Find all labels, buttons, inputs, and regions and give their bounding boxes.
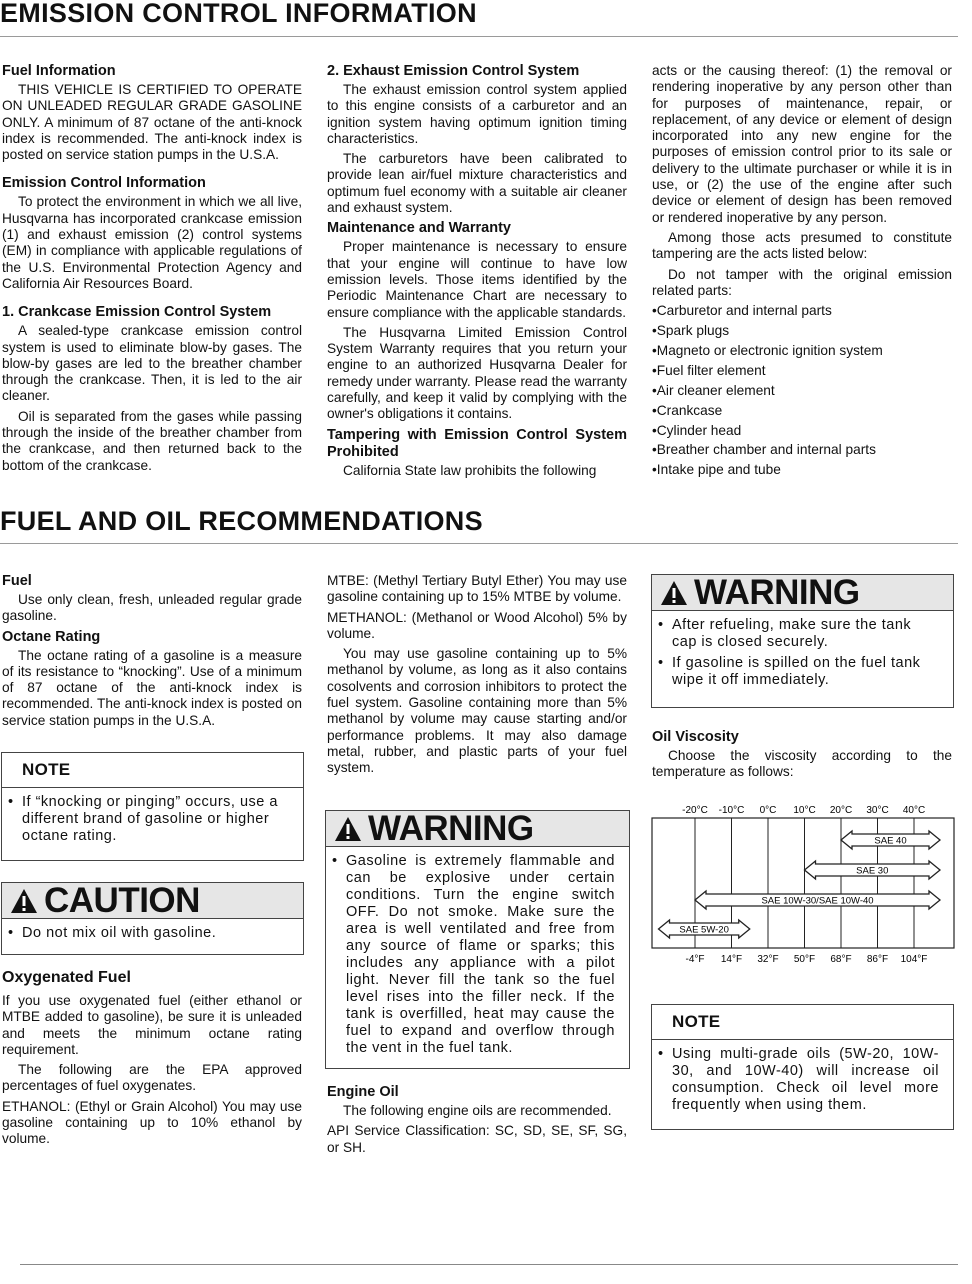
do-not-tamper-text: Do not tamper with the original emission related parts: [652, 266, 952, 298]
list-item: • After refueling, make sure the tank cap is closed securely. [658, 617, 939, 651]
oxygenated-fuel-text: If you use oxygenated fuel (either ethanol or MTBE added to gasoline), be sure it is unleaded and meets the minimum octane rating requirement. [2, 993, 302, 1057]
celsius-tick-label: 20°C [829, 805, 853, 816]
fahrenheit-tick-label: 104°F [900, 954, 928, 965]
fahrenheit-tick-label: 14°F [720, 954, 743, 965]
mtbe-text: MTBE: (Methyl Tertiary Butyl Ether) You may use gasoline containing up to 15% MTBE by volume. [327, 573, 627, 605]
fahrenheit-tick-label: 68°F [830, 954, 852, 965]
engine-oil-text: The following engine oils are recommended. [343, 1103, 612, 1118]
list-item: • If gasoline is spilled on the fuel tank wipe it off immediately. [658, 655, 939, 689]
note-list [652, 1040, 953, 1120]
note-box-header [652, 1005, 953, 1040]
list-item: • Breather chamber and internal parts [652, 442, 952, 458]
api-classification-text: API Service Classification: SC, SD, SE, SF, SG, or SH. [327, 1123, 627, 1155]
warning-list [326, 847, 629, 1063]
octane-text: The octane rating of a gasoline is a measure of its resistance to “knocking”. Use of a minimum of 87 octane of the anti-knock index is recommended. The anti-knock index is posted on service station pumps in the U.S.A. [2, 647, 302, 728]
celsius-tick-label: -20°C [682, 805, 708, 816]
celsius-tick-label: 40°C [902, 805, 926, 816]
fahrenheit-tick-label: 32°F [757, 954, 779, 965]
warning-label: WARNING [368, 809, 534, 848]
exhaust-text-1: The exhaust emission control system applied to this engine consists of a carburetor and an ignition system having optimum ignition timing characteristics. [327, 82, 627, 146]
warning-box-refueling [651, 574, 954, 708]
maintenance-text-2: The Husqvarna Limited Emission Control System Warranty requires that you return your engine to an authorized Husqvarna Dealer for remedy under warranty. Please read the warranty carefully, and keep it valid by complying with the owner's obligations it contains. [327, 324, 627, 422]
list-item: • Air cleaner element [652, 383, 952, 399]
crankcase-heading: 1. Crankcase Emission Control System [2, 304, 272, 321]
tampering-text: California State law prohibits the following [343, 462, 597, 478]
emission-parts-list [652, 303, 952, 478]
fuel-oil-column-2 [327, 573, 627, 781]
ethanol-text: ETHANOL: (Ethyl or Grain Alcohol) You may use gasoline containing up to 10% ethanol by volume. [2, 1098, 302, 1147]
footer-rule [20, 1264, 958, 1265]
warning-box-header [652, 575, 953, 611]
list-item: • Gasoline is extremely flammable and can be explosive under certain conditions. Turn the engine switch OFF. Do not smoke. Make sure the area is well ventilated and free from any source of flame or sparks; this includes any appliance with a pilot light. Never fill the tank so the fuel level rises into the filler neck. If the tank is overfilled, heat may cause the fuel to expand and overflow through the vent in the fuel tank. [332, 853, 615, 1057]
octane-heading: Octane Rating [2, 628, 101, 645]
list-item: • Cylinder head [652, 423, 952, 439]
fuel-text: Use only clean, fresh, unleaded regular grade gasoline. [2, 592, 302, 624]
fuel-oil-column-3 [652, 729, 952, 785]
viscosity-range-label: SAE 40 [874, 835, 907, 847]
prohibited-acts-text: acts or the causing thereof: (1) the removal or rendering inoperative by any person other than for purposes of maintenance, repair, or replacement, of any device or element of design incorporated into any new engine for the purposes of emission control prior to its sale or delivery to the ultimate purchaser or while it is in use, or (2) the use of the engine after such device or element of design has been removed or rendered inoperative by any person. [652, 63, 952, 225]
warning-triangle-icon [334, 816, 362, 842]
caution-box [1, 882, 304, 955]
list-item: • If “knocking or pinging” occurs, use a different brand of gasoline or higher octane rating. [8, 794, 289, 845]
crankcase-text-1: A sealed-type crankcase emission control system is used to eliminate blow-by gases. The blow-by gases are led to the breather chamber through the crankcase. Then, it is led to the air cleaner. [2, 323, 302, 404]
emission-section-title: EMISSION CONTROL INFORMATION [0, 0, 477, 28]
note-box-header [2, 753, 303, 788]
maintenance-text-1: Proper maintenance is necessary to ensure that your engine will continue to have low emission levels. Those items identified by the Periodic Maintenance Chart are necessary to ensure compliance with the applicable standards. [327, 239, 627, 320]
methanol-text: METHANOL: (Methanol or Wood Alcohol) 5% by volume. [327, 609, 627, 641]
warning-list [652, 611, 953, 695]
caution-list [2, 919, 303, 948]
fahrenheit-tick-label: 86°F [866, 954, 889, 965]
list-item: • Using multi-grade oils (5W-20, 10W-30, and 10W-40) will increase oil consumption. Check oil level more frequently when using them. [658, 1046, 939, 1114]
methanol-detail-text: You may use gasoline containing up to 5% methanol by volume, as long as it also contains cosolvents and corrosion inhibitors to protect the fuel system. Gasoline containing more than 5% methanol by volume may cause starting and/or performance problems. It may also damage metal, rubber, and plastic parts of your fuel system. [327, 646, 627, 776]
epa-approved-text: The following are the EPA approved percentages of fuel oxygenates. [2, 1062, 302, 1094]
warning-triangle-icon [660, 580, 688, 606]
warning-box-header [326, 811, 629, 847]
emission-control-text: To protect the environment in which we all live, Husqvarna has incorporated crankcase emission (1) and exhaust emission (2) control systems (EM) in compliance with applicable regulations of the U.S. Environmental Protection Agency and California Air Resources Board. [2, 194, 302, 291]
exhaust-heading: 2. Exhaust Emission Control System [327, 63, 580, 79]
fuel-information-text: THIS VEHICLE IS CERTIFIED TO OPERATE ON UNLEADED REGULAR GRADE GASOLINE ONLY. A minimum of 87 octane of the anti-knock index is recommended. The anti-knock index is posted on service station pumps in the U.S.A. [2, 82, 302, 163]
emission-column-2 [327, 63, 627, 483]
list-item: • Magneto or electronic ignition system [652, 343, 952, 359]
warning-triangle-icon [10, 888, 38, 914]
fuel-heading: Fuel [2, 573, 32, 589]
caution-label: CAUTION [44, 881, 200, 920]
viscosity-range-label: SAE 30 [856, 865, 889, 877]
note-label: NOTE [672, 1012, 721, 1031]
warning-label: WARNING [694, 573, 860, 612]
maintenance-heading: Maintenance and Warranty [327, 220, 511, 237]
list-item: • Crankcase [652, 403, 952, 419]
list-item: • Fuel filter element [652, 363, 952, 379]
oil-viscosity-chart [648, 800, 958, 970]
note-label: NOTE [22, 760, 71, 779]
list-item: • Spark plugs [652, 323, 952, 339]
note-box-knocking [1, 752, 304, 861]
emission-control-heading: Emission Control Information [2, 175, 206, 192]
engine-oil-heading: Engine Oil [327, 1084, 399, 1100]
exhaust-text-2: The carburetors have been calibrated to provide lean air/fuel mixture characteristics and optimum fuel economy with a suitable air cleaner and exhaust system. [327, 151, 627, 216]
fahrenheit-tick-label: -4°F [685, 954, 705, 965]
list-item: • Carburetor and internal parts [652, 303, 952, 319]
emission-column-1 [2, 63, 302, 478]
presumed-acts-text: Among those acts presumed to constitute tampering are the acts listed below: [652, 229, 952, 262]
fuel-oil-section-title: FUEL AND OIL RECOMMENDATIONS [0, 506, 483, 536]
emission-title-rule [0, 36, 958, 37]
note-list [2, 788, 303, 851]
fuel-oil-column-1 [2, 573, 302, 733]
list-item: • Intake pipe and tube [652, 462, 952, 478]
fuel-oil-column-1-lower [2, 968, 302, 1152]
celsius-tick-label: 30°C [866, 805, 889, 816]
fuel-information-heading: Fuel Information [2, 63, 116, 79]
fuel-oil-title-rule [0, 543, 958, 544]
note-box-multigrade [651, 1004, 954, 1130]
celsius-tick-label: 0°C [759, 805, 777, 816]
oil-viscosity-heading: Oil Viscosity [652, 729, 739, 745]
warning-box-flammable [325, 810, 630, 1069]
tampering-heading: Tampering with Emission Control System Prohibited [327, 426, 627, 460]
crankcase-text-2: Oil is separated from the gases while passing through the inside of the breather chamber from the crankcase, and then returned back to the bottom of the crankcase. [2, 408, 302, 473]
emission-column-3 [652, 63, 952, 482]
fahrenheit-tick-label: 50°F [793, 954, 816, 965]
viscosity-range-label: SAE 10W-30/SAE 10W-40 [761, 895, 874, 907]
celsius-tick-label: -10°C [718, 805, 745, 816]
oil-viscosity-text: Choose the viscosity according to the temperature as follows: [652, 748, 952, 780]
list-item: • Do not mix oil with gasoline. [8, 925, 289, 942]
fuel-oil-column-2-lower [327, 1084, 627, 1160]
caution-box-header [2, 883, 303, 919]
celsius-tick-label: 10°C [793, 805, 816, 816]
viscosity-range-label: SAE 5W-20 [679, 924, 729, 936]
oxygenated-fuel-heading: Oxygenated Fuel [2, 969, 131, 986]
